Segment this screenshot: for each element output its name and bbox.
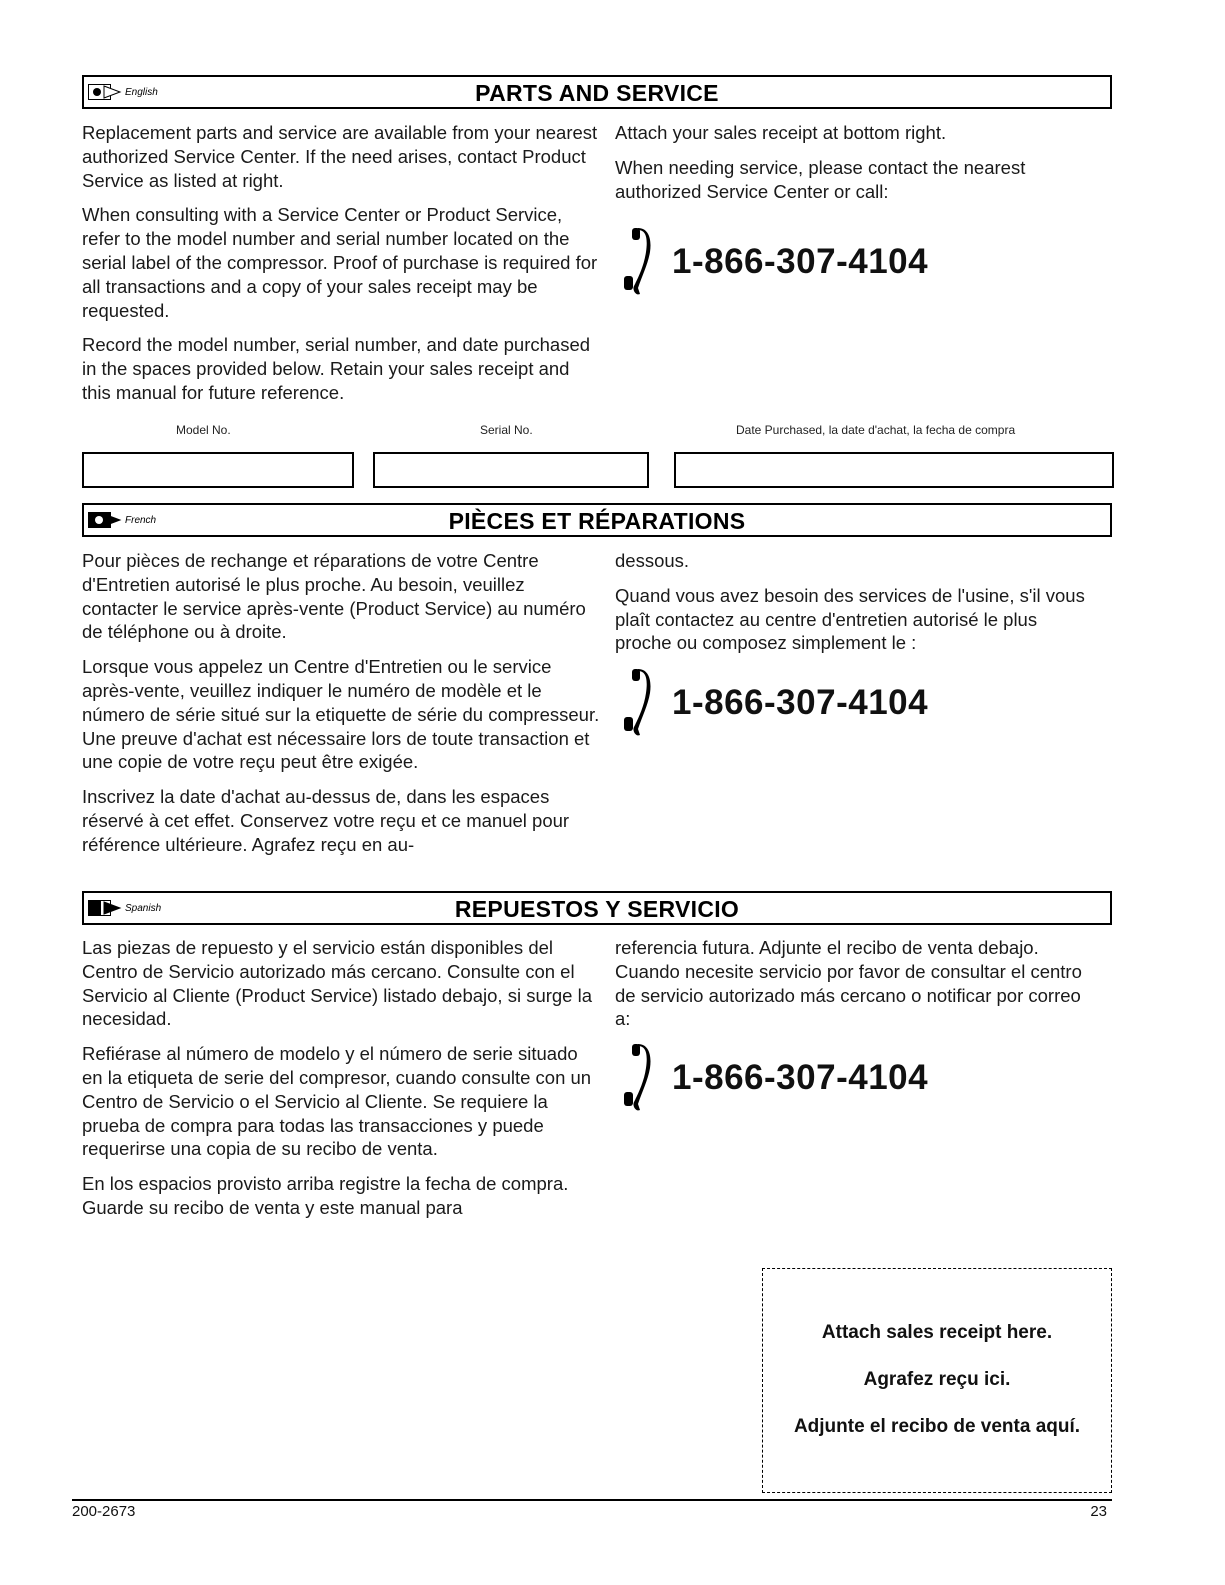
french-paragraph: dessous. <box>615 550 690 571</box>
spanish-section-header <box>82 891 1112 925</box>
english-paragraph: When needing service, please contact the nearest authorized Service Center or call: <box>615 156 1026 202</box>
spanish-phone <box>618 1042 928 1114</box>
spanish-paragraph: Refiérase al número de modelo y el número de serie situado en la etiqueta de serie del compresor, cuando consulte con un Centro de Servicio o el Servicio al Cliente. Se requiere la prueba de compra para todas las transacciones y puede requerirse una copia de su recibo de venta. <box>82 1043 592 1160</box>
document-number: 200-2673 <box>72 1503 136 1520</box>
spanish-language-label: Spanish <box>125 902 162 914</box>
french-phone-number[interactable]: 1-866-307-4104 <box>672 683 929 722</box>
english-section-header <box>82 75 1112 109</box>
date-purchased-label: Date Purchased, la date d'achat, la fecha de compra <box>736 423 1016 437</box>
page-number: 23 <box>1090 1503 1107 1520</box>
english-phone-number[interactable]: 1-866-307-4104 <box>672 242 929 281</box>
french-language-label: French <box>125 514 157 526</box>
spanish-paragraph: En los espacios provisto arriba registre la fecha de compra. Guarde su recibo de venta y este manual para <box>82 1173 569 1218</box>
english-right-column <box>615 121 1085 214</box>
spanish-phone-number[interactable]: 1-866-307-4104 <box>672 1058 929 1097</box>
english-section-title: PARTS AND SERVICE <box>475 80 719 106</box>
serial-number-label: Serial No. <box>480 423 533 437</box>
receipt-english-text: Attach sales receipt here. <box>821 1322 1053 1343</box>
sales-receipt-attach-area <box>762 1268 1112 1493</box>
english-paragraph: Attach your sales receipt at bottom right. <box>615 122 947 143</box>
spanish-right-column <box>615 936 1095 1042</box>
french-paragraph: Quand vous avez besoin des services de l'usine, s'il vous plaît contactez au centre d'entretien autorisé le plus proche ou composez simplement le : <box>615 584 1085 654</box>
french-left-column <box>82 549 602 868</box>
receipt-french-text: Agrafez reçu ici. <box>863 1369 1011 1390</box>
english-paragraph: Record the model number, serial number, and date purchased in the spaces provided below. Retain your sales receipt and this manual for future reference. <box>82 334 591 403</box>
english-paragraph: Replacement parts and service are available from your nearest authorized Service Center. If the need arises, contact Product Service as listed at right. <box>82 122 598 191</box>
serial-number-field[interactable] <box>373 452 649 488</box>
english-paragraph: When consulting with a Service Center or Product Service, refer to the model number and serial number located on the serial label of the compressor. Proof of purchase is required for all transactions and a copy of your sales receipt may be requested. <box>82 204 598 321</box>
spanish-section-title: REPUESTOS Y SERVICIO <box>454 896 740 922</box>
english-language-label: English <box>125 86 158 98</box>
telephone-icon <box>618 226 658 298</box>
french-phone <box>618 667 928 739</box>
french-paragraph: Inscrivez la date d'achat au-dessus de, dans les espaces réservé à cet effet. Conservez votre reçu et ce manuel pour référence ultérieure. Agrafez reçu en au- <box>82 786 570 855</box>
telephone-icon <box>618 667 658 739</box>
date-purchased-field[interactable] <box>674 452 1114 488</box>
french-paragraph: Pour pièces de rechange et réparations de votre Centre d'Entretien autorisé le plus proche. Au besoin, veuillez contacter le service après-vente (Product Service) au numéro de téléphone ou à droite. <box>82 550 586 643</box>
english-left-column <box>82 121 602 416</box>
english-phone <box>618 226 928 298</box>
model-number-field[interactable] <box>82 452 354 488</box>
french-section-title: PIÈCES ET RÉPARATIONS <box>448 508 746 534</box>
spanish-left-column <box>82 936 602 1231</box>
model-number-label: Model No. <box>176 423 231 437</box>
spanish-paragraph: Las piezas de repuesto y el servicio están disponibles del Centro de Servicio autorizado más cercano. Consulte con el Servicio al Cliente (Product Service) listado debajo, si surge la necesidad. <box>82 937 593 1030</box>
receipt-spanish-text: Adjunte el recibo de venta aquí. <box>793 1416 1081 1437</box>
french-paragraph: Lorsque vous appelez un Centre d'Entretien ou le service après-vente, veuillez indiquer le numéro de modèle et le númerо de série situé sur la etiquette de série du compresseur. Une preuve d'achat est nécessaire lors de toute transaction et une copie de votre reçu peut être exigée. <box>82 656 600 773</box>
french-section-header <box>82 503 1112 537</box>
telephone-icon <box>618 1042 658 1114</box>
french-right-column <box>615 549 1085 666</box>
footer-divider <box>72 1499 1112 1501</box>
spanish-paragraph: referencia futura. Adjunte el recibo de venta debajo. Cuando necesite servicio por favor de consultar el centro de servicio autorizado más cercano o notificar por correo a: <box>615 937 1082 1030</box>
